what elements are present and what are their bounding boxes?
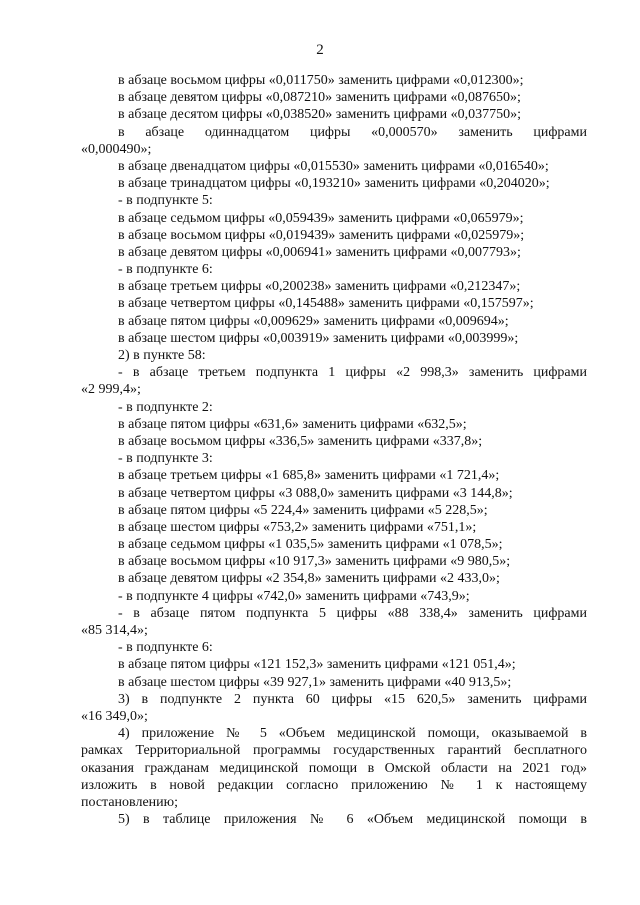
- text-line: в абзаце девятом цифры «2 354,8» заменить цифрами «2 433,0»;: [118, 571, 500, 587]
- document-body: [81, 72, 587, 828]
- text-line: в абзаце восьмом цифры «0,019439» заменить цифрами «0,025979»;: [118, 227, 525, 243]
- text-line: в абзаце пятом цифры «631,6» заменить цифрами «632,5»;: [118, 416, 467, 432]
- text-line: в абзаце пятом цифры «0,009629» заменить цифрами «0,009694»;: [118, 313, 509, 329]
- text-line: в абзаце четвертом цифры «3 088,0» заменить цифрами «3 144,8»;: [118, 485, 513, 501]
- text-line: в абзаце шестом цифры «0,003919» заменить цифрами «0,003999»;: [118, 330, 519, 346]
- text-line: - в подпункте 3:: [118, 451, 213, 467]
- text-line: - в подпункте 6:: [118, 262, 213, 278]
- page-number: 2: [316, 42, 324, 58]
- text-line: в абзаце третьем цифры «0,200238» заменить цифрами «0,212347»;: [118, 279, 521, 295]
- text-line: 4) приложение № 5 «Объем медицинской помощи, оказываемой в: [118, 726, 587, 742]
- text-line: изложить в новой редакции согласно приложению № 1 к настоящему: [81, 777, 587, 793]
- text-line: - в абзаце третьем подпункта 1 цифры «2 998,3» заменить цифрами: [118, 365, 587, 381]
- text-line: в абзаце десятом цифры «0,038520» заменить цифрами «0,037750»;: [118, 107, 522, 123]
- text-line: в абзаце третьем цифры «1 685,8» заменить цифрами «1 721,4»;: [118, 468, 500, 484]
- text-line: оказания гражданам медицинской помощи в Омской области на 2021 год»: [81, 760, 587, 776]
- text-line: - в подпункте 2:: [118, 399, 213, 415]
- text-line: - в подпункте 4 цифры «742,0» заменить цифрами «743,9»;: [118, 588, 470, 604]
- text-line: в абзаце восьмом цифры «10 917,3» заменить цифрами «9 980,5»;: [118, 554, 511, 570]
- text-line: в абзаце седьмом цифры «1 035,5» заменить цифрами «1 078,5»;: [118, 537, 503, 553]
- text-line: в абзаце пятом цифры «5 224,4» заменить цифрами «5 228,5»;: [118, 502, 488, 518]
- text-line: - в абзаце пятом подпункта 5 цифры «88 338,4» заменить цифрами: [118, 605, 587, 621]
- text-line: в абзаце девятом цифры «0,006941» заменить цифрами «0,007793»;: [118, 244, 521, 260]
- text-line: в абзаце шестом цифры «39 927,1» заменить цифрами «40 913,5»;: [118, 674, 512, 690]
- text-line: в абзаце тринадцатом цифры «0,193210» заменить цифрами «0,204020»;: [118, 176, 550, 192]
- text-line: рамках Территориальной программы государственных гарантий бесплатного: [81, 743, 587, 759]
- text-line: - в подпункте 5:: [118, 193, 213, 209]
- text-line: в абзаце пятом цифры «121 152,3» заменить цифрами «121 051,4»;: [118, 657, 516, 673]
- text-line: «85 314,4»;: [81, 623, 148, 638]
- text-line: в абзаце одиннадцатом цифры «0,000570» заменить цифрами: [118, 124, 587, 140]
- text-line: в абзаце двенадцатом цифры «0,015530» заменить цифрами «0,016540»;: [118, 158, 549, 174]
- text-line: 3) в подпункте 2 пункта 60 цифры «15 620,5» заменить цифрами: [118, 691, 587, 707]
- text-line: в абзаце седьмом цифры «0,059439» заменить цифрами «0,065979»;: [118, 210, 524, 226]
- text-line: - в подпункте 6:: [118, 640, 213, 656]
- text-line: в абзаце девятом цифры «0,087210» заменить цифрами «0,087650»;: [118, 90, 521, 106]
- text-line: в абзаце восьмом цифры «336,5» заменить цифрами «337,8»;: [118, 433, 483, 449]
- text-line: 5) в таблице приложения № 6 «Объем медицинской помощи в: [118, 812, 587, 828]
- text-line: в абзаце четвертом цифры «0,145488» заменить цифрами «0,157597»;: [118, 296, 534, 312]
- text-line: в абзаце восьмом цифры «0,011750» заменить цифрами «0,012300»;: [118, 73, 524, 88]
- text-line: «2 999,4»;: [81, 382, 141, 398]
- text-line: «16 349,0»;: [81, 708, 148, 724]
- text-line: постановлению;: [81, 794, 179, 810]
- text-line: в абзаце шестом цифры «753,2» заменить цифрами «751,1»;: [118, 519, 477, 535]
- text-line: «0,000490»;: [81, 141, 152, 157]
- text-line: 2) в пункте 58:: [118, 348, 206, 363]
